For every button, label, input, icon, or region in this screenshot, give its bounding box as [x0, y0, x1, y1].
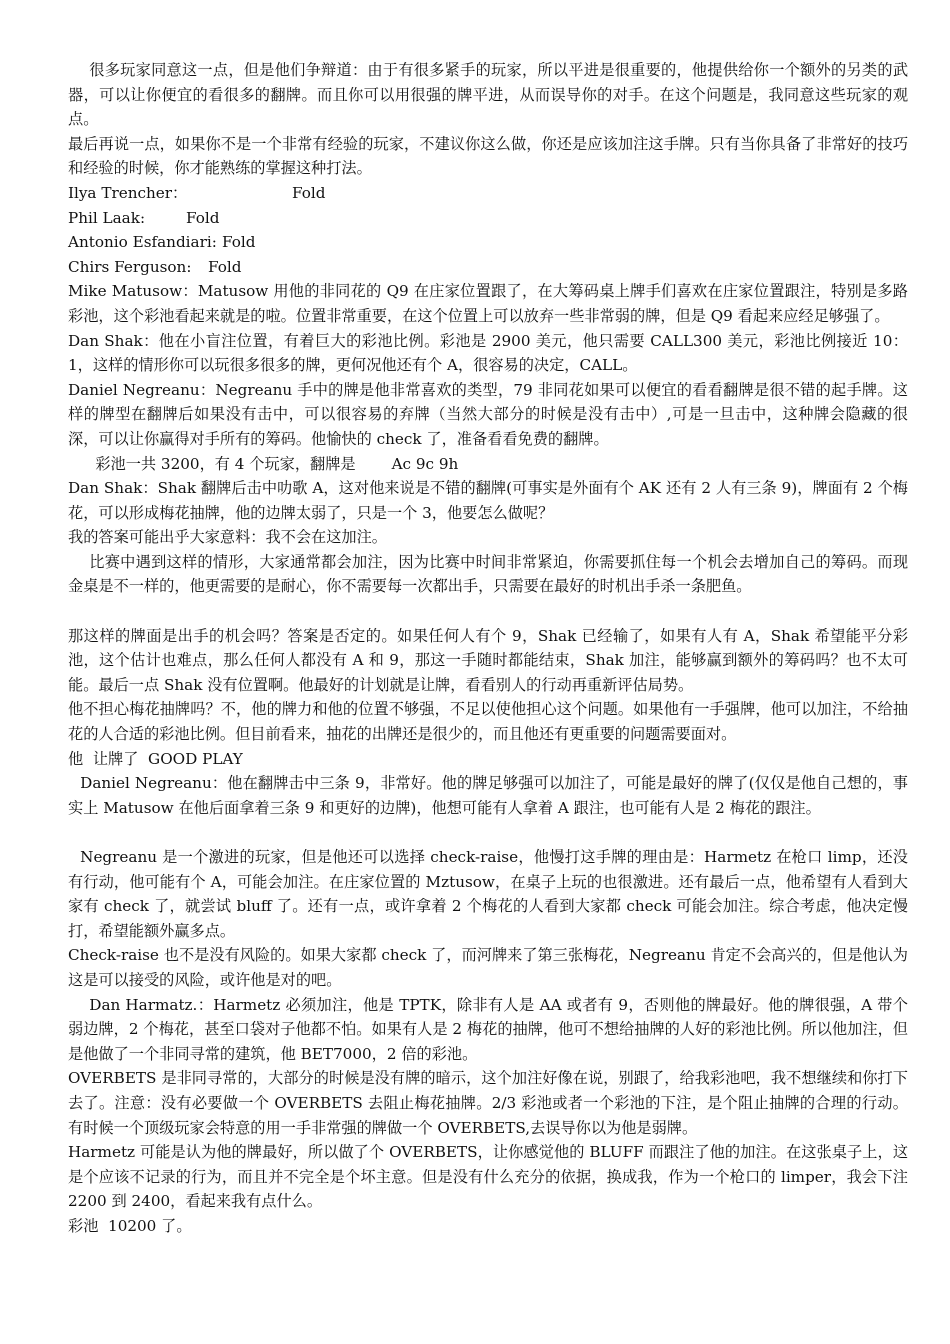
player-action: Fold — [292, 183, 326, 202]
player-name: Chirs Ferguson: — [68, 257, 192, 276]
action-row — [68, 181, 908, 206]
spacer — [68, 820, 908, 845]
paragraph: 那这样的牌面是出手的机会吗？答案是否定的。如果任何人有个 9，Shak 已经输了，如果有人有 A，Shak 希望能平分彩池，这个估计也难点，那么任何人都没有 A 和 9，那这一手随时都能结束，Shak 加注，能够赢到额外的筹码吗？也不太可能。最后一点 Shak 没有位置啊。他最好的计划就是让牌，看看别人的行动再重新评估局势。 — [68, 626, 908, 694]
paragraph: 他 让牌了 GOOD PLAY — [68, 749, 243, 768]
paragraph: 我的答案可能出乎大家意料：我不会在这加注。 — [68, 528, 387, 547]
paragraph: Negreanu 是一个激进的玩家，但是他还可以选择 check-raise，他慢打这手牌的理由是：Harmetz 在枪口 limp，还没有行动，他可能有个 A，可能会加注。在庄家位置的 Mztusow，在桌子上玩的也很激进。还有最后一点，他希望有人看到大家有 check 了，就尝试 bluff 了。还有一点，或许拿着 2 个梅花的人看到大家都 check 可能会加注。综合考虑，他决定慢打，希望能额外赢多点。 — [68, 848, 908, 940]
paragraph: Dan Shak：Shak 翻牌后击中叻歌 A，这对他来说是不错的翻牌(可事实是外面有个 AK 还有 2 人有三条 9)，牌面有 2 个梅花，可以形成梅花抽牌，他的边牌太弱了，只是一个 3，他要怎么做呢？ — [68, 479, 908, 522]
paragraph: 彩池 10200 了。 — [68, 1216, 192, 1235]
player-action: Fold — [208, 257, 242, 276]
flop-cards: Ac 9c 9h — [391, 454, 459, 473]
paragraph: Mike Matusow：Matusow 用他的非同花的 Q9 在庄家位置跟了，在大筹码桌上牌手们喜欢在庄家位置跟注，特别是多路彩池，这个彩池看起来就是的啦。位置非常重要，在这个位置上可以放弃一些非常弱的牌，但是 Q9 看起来应经足够强了。 — [68, 282, 908, 325]
player-name: Ilya Trencher： — [68, 183, 188, 202]
paragraph: Harmetz 可能是认为他的牌最好，所以做了个 OVERBETS，让你感觉他的 BLUFF 而跟注了他的加注。在这张桌子上，这是个应该不记录的行为，而且并不完全是个坏主意。但是没有什么充分的依据，换成我，作为一个枪口的 limper，我会下注 2200 到 2400，看起来我有点什么。 — [68, 1143, 908, 1211]
paragraph: 他不担心梅花抽牌吗？不，他的牌力和他的位置不够强，不足以使他担心这个问题。如果他有一手强牌，他可以加注，不给抽花的人合适的彩池比例。但目前看来，抽花的出牌还是很少的，而且他还有更重要的问题需要面对。 — [68, 700, 908, 744]
document-body — [68, 58, 908, 1239]
paragraph: 最后再说一点，如果你不是一个非常有经验的玩家，不建议你这么做，你还是应该加注这手牌。只有当你具备了非常好的技巧和经验的时候，你才能熟练的掌握这种打法。 — [68, 134, 908, 178]
player-action: Fold — [222, 233, 256, 252]
spacer — [68, 599, 908, 624]
player-name: Phil Laak: — [68, 208, 146, 227]
action-row — [68, 255, 908, 280]
pot-summary-line — [68, 452, 908, 477]
paragraph: Check-raise 也不是没有风险的。如果大家都 check 了，而河牌来了第三张梅花，Negreanu 肯定不会高兴的，但是他认为这是可以接受的风险，或许他是对的吧。 — [68, 946, 908, 989]
player-action: Fold — [186, 208, 220, 227]
paragraph: OVERBETS 是非同寻常的，大部分的时候是没有牌的暗示，这个加注好像在说，别跟了，给我彩池吧，我不想继续和你打下去了。注意：没有必要做一个 OVERBETS 去阻止梅花抽牌。2/3 彩池或者一个彩池的下注，是个阻止抽牌的合理的行动。有时候一个顶级玩家会特意的用一手非常强的牌做一个 OVERBETS,去误导你以为他是弱牌。 — [68, 1069, 908, 1137]
paragraph: 很多玩家同意这一点，但是他们争辩道：由于有很多紧手的玩家，所以平进是很重要的，他提供给你一个额外的另类的武器，可以让你便宜的看很多的翻牌。而且你可以用很强的牌平进，从而误导你的对手。在这个问题是，我同意这些玩家的观点。 — [68, 61, 908, 129]
paragraph: 比赛中遇到这样的情形，大家通常都会加注，因为比赛中时间非常紧迫，你需要抓住每一个机会去增加自己的筹码。而现金桌是不一样的，他更需要的是耐心，你不需要每一次都出手，只需要在最好的时机出手杀一条肥鱼。 — [68, 552, 908, 596]
paragraph: Daniel Negreanu：他在翻牌击中三条 9，非常好。他的牌足够强可以加注了，可能是最好的牌了(仅仅是他自己想的，事实上 Matusow 在他后面拿着三条 9 和更好的边牌)，他想可能有人拿着 A 跟注，也可能有人是 2 梅花的跟注。 — [68, 774, 908, 817]
pot-summary-label: 彩池一共 3200，有 4 个玩家，翻牌是 — [95, 454, 356, 473]
action-row — [68, 230, 908, 255]
action-row — [68, 206, 908, 231]
paragraph: Daniel Negreanu：Negreanu 手中的牌是他非常喜欢的类型，79 非同花如果可以便宜的看看翻牌是很不错的起手牌。这样的牌型在翻牌后如果没有击中，可以很容易的弃牌（当然大部分的时候是没有击中）,可是一旦击中，这种牌会隐藏的很深，可以让你赢得对手所有的筹码。他愉快的 check 了，准备看看免费的翻牌。 — [68, 380, 908, 448]
paragraph: Dan Harmatz.：Harmetz 必须加注，他是 TPTK，除非有人是 AA 或者有 9，否则他的牌最好。他的牌很强，A 带个弱边牌，2 个梅花，甚至口袋对子他都不怕。如果有人是 2 梅花的抽牌，他可不想给抽牌的人好的彩池比例。所以他加注，但是他做了一个非同寻常的建筑，他 BET7000，2 倍的彩池。 — [68, 995, 908, 1063]
player-name: Antonio Esfandiari: — [68, 233, 217, 252]
paragraph: Dan Shak：他在小盲注位置，有着巨大的彩池比例。彩池是 2900 美元，他只需要 CALL300 美元，彩池比例接近 10：1，这样的情形你可以玩很多很多的牌，更何况他还有个 A，很容易的决定，CALL。 — [68, 331, 908, 375]
